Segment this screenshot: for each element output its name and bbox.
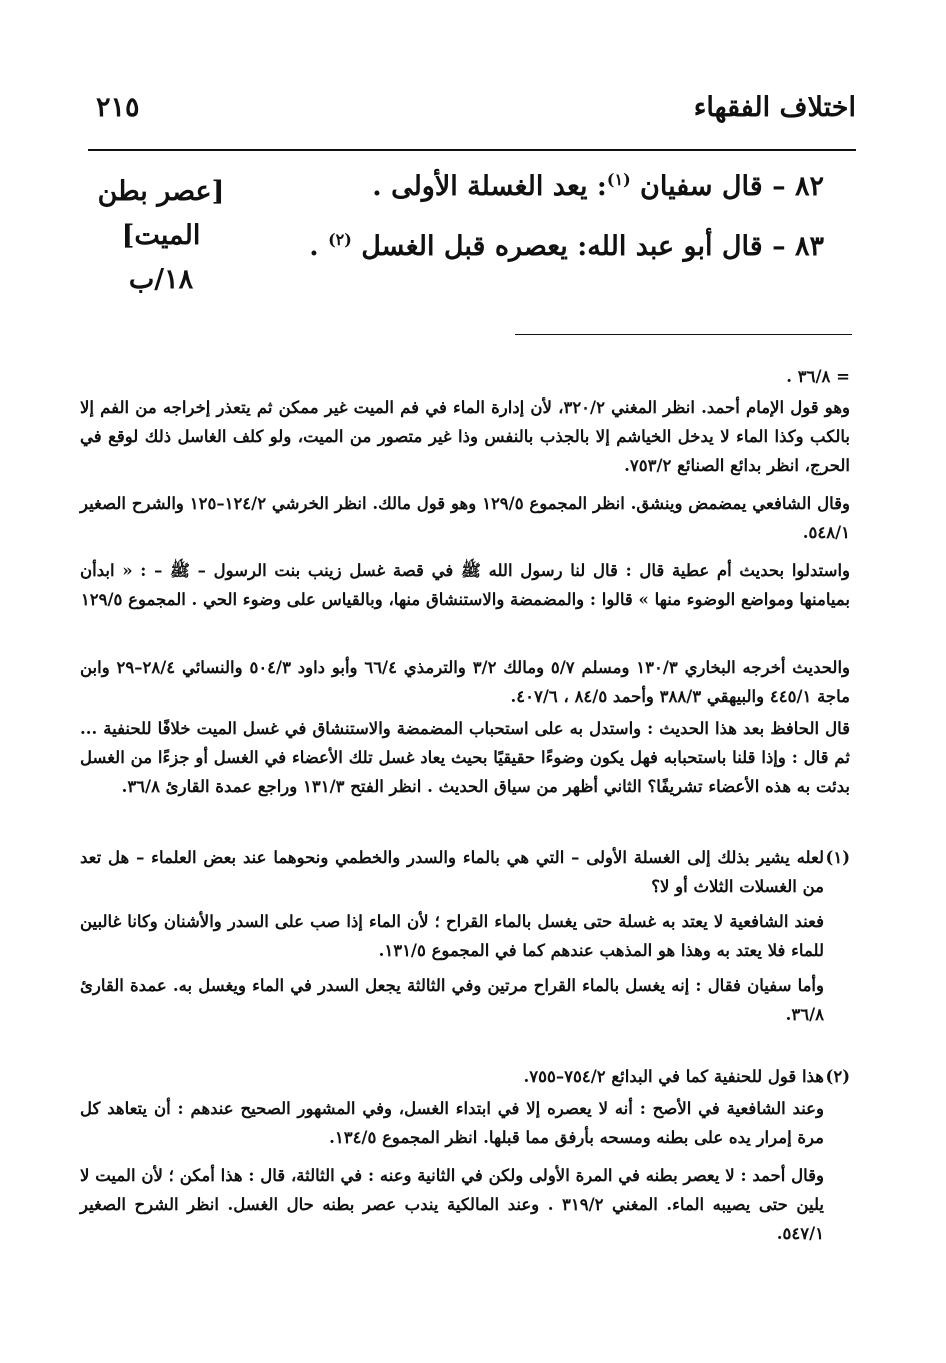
line-83-text: . (309, 231, 329, 262)
line-82-text: : يعد الغسلة الأولى . (372, 171, 607, 202)
line-82-prefix: ٨٢ – قال سفيان (640, 171, 824, 202)
page-number: ٢١٥ (96, 92, 140, 123)
footnote-1-paragraph: وأما سفيان فقال : إنه يغسل بالماء القراح مرتين وفي الثالثة يجعل السدر في الماء ويغسل به. عمدة القارئ ٣٦/٨. (80, 976, 824, 1024)
footnote-1-marker: (١) (825, 848, 850, 867)
footnote-2-paragraph: وعند الشافعية في الأصح : أنه لا يعصره إلا في ابتداء الغسل، وفي المشهور الصحيح عندهم : أن يتعاهد كل مرة إمرار يده على بطنه ومسحه بأرفق مما قبلها. انظر المجموع ١٣٤/٥. (80, 1099, 824, 1147)
running-header-title: اختلاف الفقهاء (693, 92, 856, 123)
footnote-paragraph: والحديث أخرجه البخاري ١٣٠/٣ ومسلم ٥/٧ ومالك ٣/٢ والترمذي ٦٦/٤ وأبو داود ٥٠٤/٣ والنسائي ٢٨/٤–٢٩ وابن ماجة ٤٤٥/١ والبيهقي ٣٨٨/٣ وأحمد ٨٤/٥ ، ٤٠٧/٦. (80, 658, 850, 706)
footnote-paragraph: قال الحافظ بعد هذا الحديث : واستدل به على استحباب المضمضة والاستنشاق في غسل الميت خلافًا للحنفية ... ثم قال : وإذا قلنا باستحبابه فهل يكون وضوءًا حقيقيًا بحيث يعاد غسل تلك الأعضاء في الغسل أو جزءًا من الغسل بدئت به هذه الأعضاء تشريفًا؟ الثاني أظهر من سياق الحديث . انظر الفتح ١٣١/٣ وراجع عمدة القارئ ٣٦/٨. (80, 719, 850, 796)
line-83-prefix: ٨٣ – قال أبو عبد الله: يعصره قبل الغسل (361, 231, 824, 262)
footnote-ref-1[interactable]: (١) (606, 170, 631, 189)
main-text-line-83 (309, 230, 824, 262)
margin-note (96, 170, 226, 302)
footnote-2-marker: (٢) (825, 1067, 850, 1086)
header-rule (88, 149, 856, 151)
margin-note-line: [عصر بطن (97, 176, 225, 207)
footnote-1-paragraph: فعند الشافعية لا يعتد به غسلة حتى يغسل بالماء القراح ؛ لأن الماء إذا صب على السدر والأشنان وكانا غالبين للماء فلا يعتد به وهذا هو المذهب عندهم كما في المجموع ١٣١/٥. (80, 912, 824, 960)
footnote-paragraph: واستدلوا بحديث أم عطية قال : قال لنا رسول الله ﷺ في قصة غسل زينب بنت الرسول – ﷺ – : « ابدأن بميامنها ومواضع الوضوء منها » قالوا : والمضمضة والاستنشاق منها، وبالقياس على وضوء الحي . المجموع ١٢٩/٥ (80, 561, 850, 609)
footnote-separator (515, 334, 852, 335)
footnote-2-paragraph: هذا قول للحنفية كما في البدائع ٧٥٤/٢–٧٥٥. (523, 1067, 824, 1086)
footnote-2-paragraph: وقال أحمد : لا يعصر بطنه في المرة الأولى ولكن في الثانية وعنه : في الثالثة، قال : هذا أمكن ؛ لأن الميت لا يلين حتى يصيبه الماء. المغني ٣١٩/٢ . وعند المالكية يندب عصر بطنه حال الغسل. انظر الشرح الصغير ٥٤٧/١. (80, 1166, 824, 1243)
footnote-continuation-start: = ٣٦/٨ . (786, 367, 850, 386)
margin-note-folio: ١٨/ب (128, 264, 194, 295)
main-text-line-82 (372, 170, 824, 202)
footnote-1-paragraph: لعله يشير بذلك إلى الغسلة الأولى – التي هي بالماء والسدر والخطمي ونحوهما عند بعض العلماء – هل تعد من الغسلات الثلاث أو لا؟ (80, 848, 824, 896)
footnote-paragraph: وهو قول الإمام أحمد. انظر المغني ٣٢٠/٢، لأن إدارة الماء في فم الميت غير ممكن ثم يتعذر إخراجه من الفم إلا بالكب وكذا الماء لا يدخل الخياشم إلا بالجذب بالنفس وذا غير متصور من الميت، ولو كلف الغاسل ذلك لوقع في الحرج، انظر بدائع الصنائع ٧٥٣/٢. (80, 398, 850, 475)
footnote-ref-2[interactable]: (٢) (328, 230, 352, 249)
footnote-paragraph: وقال الشافعي يمضمض وينشق. انظر المجموع ١٢٩/٥ وهو قول مالك. انظر الخرشي ١٢٤/٢–١٢٥ والشرح الصغير ٥٤٨/١. (80, 494, 850, 542)
margin-note-line: الميت] (121, 220, 201, 251)
